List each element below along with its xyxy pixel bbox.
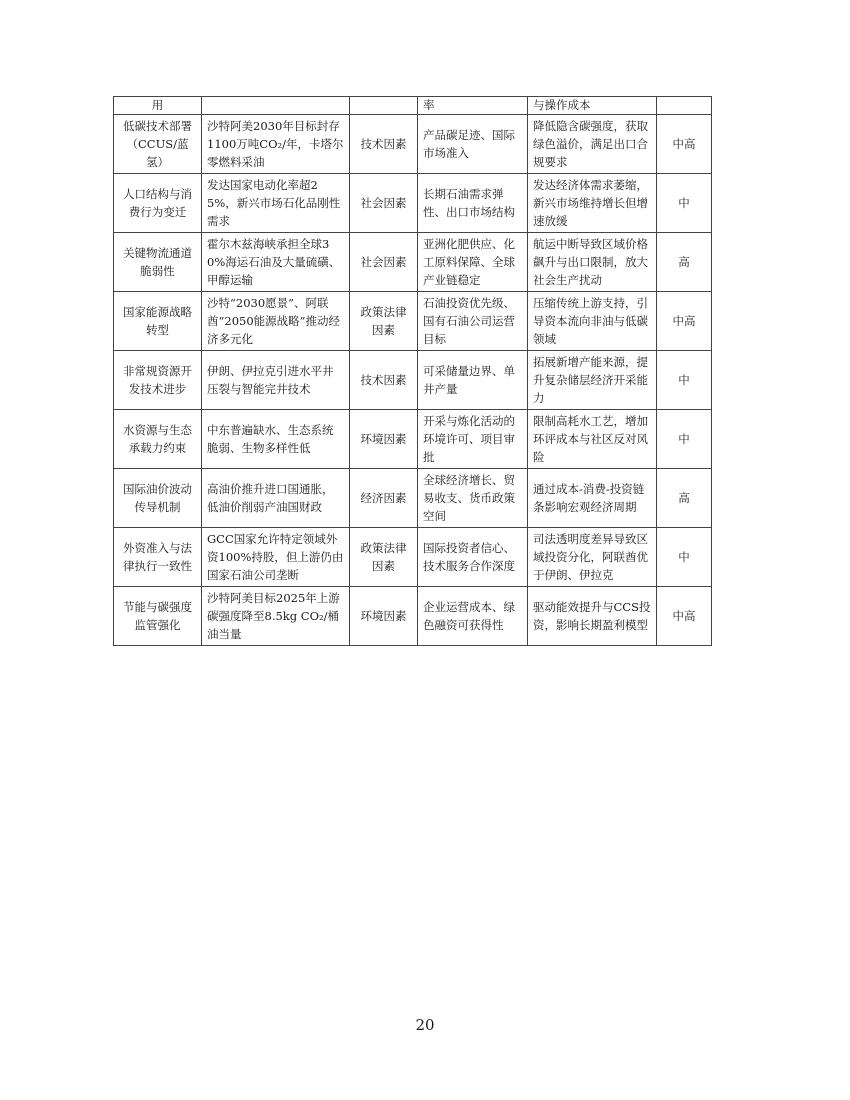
table-cell: [350, 97, 418, 115]
affected-area-cell: 产品碳足迹、国际市场准入: [418, 115, 528, 174]
table-cell: [657, 97, 712, 115]
factor-name-cell: 非常规资源开发技术进步: [114, 351, 202, 410]
affected-area-cell: 开采与炼化活动的环境许可、项目审批: [418, 410, 528, 469]
risk-factor-table: [113, 96, 712, 646]
table-cell: 用: [114, 97, 202, 115]
category-cell: 经济因素: [350, 469, 418, 528]
table-row: [114, 351, 712, 410]
level-cell: 中: [657, 351, 712, 410]
evidence-cell: 沙特阿美目标2025年上游碳强度降至8.5kg CO₂/桶油当量: [202, 587, 350, 646]
table-row: [114, 115, 712, 174]
affected-area-cell: 亚洲化肥供应、化工原料保障、全球产业链稳定: [418, 233, 528, 292]
table-row: [114, 410, 712, 469]
level-cell: 中: [657, 410, 712, 469]
evidence-cell: 沙特“2030愿景”、阿联酋“2050能源战略”推动经济多元化: [202, 292, 350, 351]
impact-cell: 发达经济体需求萎缩，新兴市场维持增长但增速放缓: [528, 174, 657, 233]
table-row: [114, 469, 712, 528]
factor-name-cell: 国家能源战略转型: [114, 292, 202, 351]
impact-cell: 压缩传统上游支持，引导资本流向非油与低碳领域: [528, 292, 657, 351]
table-cell: 率: [418, 97, 528, 115]
affected-area-cell: 国际投资者信心、技术服务合作深度: [418, 528, 528, 587]
impact-cell: 拓展新增产能来源，提升复杂储层经济开采能力: [528, 351, 657, 410]
evidence-cell: 中东普遍缺水、生态系统脆弱、生物多样性低: [202, 410, 350, 469]
table-row: [114, 97, 712, 115]
page-number: 20: [415, 1016, 435, 1034]
category-cell: 技术因素: [350, 115, 418, 174]
category-cell: 环境因素: [350, 587, 418, 646]
level-cell: 中高: [657, 115, 712, 174]
level-cell: 高: [657, 469, 712, 528]
factor-name-cell: 低碳技术部署（CCUS/蓝氢）: [114, 115, 202, 174]
impact-cell: 司法透明度差异导致区域投资分化，阿联酋优于伊朗、伊拉克: [528, 528, 657, 587]
table-row: [114, 528, 712, 587]
evidence-cell: 沙特阿美2030年目标封存1100万吨CO₂/年，卡塔尔零燃料采油: [202, 115, 350, 174]
factor-name-cell: 关键物流通道脆弱性: [114, 233, 202, 292]
category-cell: 社会因素: [350, 174, 418, 233]
affected-area-cell: 全球经济增长、贸易收支、货币政策空间: [418, 469, 528, 528]
category-cell: 环境因素: [350, 410, 418, 469]
table-row: [114, 233, 712, 292]
evidence-cell: 霍尔木兹海峡承担全球30%海运石油及大量硫磺、甲醇运输: [202, 233, 350, 292]
factor-name-cell: 人口结构与消费行为变迁: [114, 174, 202, 233]
evidence-cell: 高油价推升进口国通胀，低油价削弱产油国财政: [202, 469, 350, 528]
affected-area-cell: 企业运营成本、绿色融资可获得性: [418, 587, 528, 646]
level-cell: 中高: [657, 292, 712, 351]
category-cell: 技术因素: [350, 351, 418, 410]
level-cell: 中高: [657, 587, 712, 646]
factor-name-cell: 水资源与生态承载力约束: [114, 410, 202, 469]
category-cell: 政策法律因素: [350, 292, 418, 351]
category-cell: 社会因素: [350, 233, 418, 292]
impact-cell: 限制高耗水工艺，增加环评成本与社区反对风险: [528, 410, 657, 469]
factor-name-cell: 国际油价波动传导机制: [114, 469, 202, 528]
category-cell: 政策法律因素: [350, 528, 418, 587]
evidence-cell: 伊朗、伊拉克引进水平井压裂与智能完井技术: [202, 351, 350, 410]
table-cell: [202, 97, 350, 115]
evidence-cell: 发达国家电动化率超25%，新兴市场石化品刚性需求: [202, 174, 350, 233]
affected-area-cell: 可采储量边界、单井产量: [418, 351, 528, 410]
impact-cell: 驱动能效提升与CCS投资，影响长期盈利模型: [528, 587, 657, 646]
affected-area-cell: 长期石油需求弹性、出口市场结构: [418, 174, 528, 233]
level-cell: 高: [657, 233, 712, 292]
impact-cell: 通过成本-消费-投资链条影响宏观经济周期: [528, 469, 657, 528]
impact-cell: 降低隐含碳强度，获取绿色溢价，满足出口合规要求: [528, 115, 657, 174]
level-cell: 中: [657, 528, 712, 587]
table-cell: 与操作成本: [528, 97, 657, 115]
factor-name-cell: 节能与碳强度监管强化: [114, 587, 202, 646]
affected-area-cell: 石油投资优先级、国有石油公司运营目标: [418, 292, 528, 351]
table-row: [114, 587, 712, 646]
factor-name-cell: 外资准入与法律执行一致性: [114, 528, 202, 587]
level-cell: 中: [657, 174, 712, 233]
table-row: [114, 174, 712, 233]
table-row: [114, 292, 712, 351]
impact-cell: 航运中断导致区域价格飙升与出口限制，放大社会生产扰动: [528, 233, 657, 292]
evidence-cell: GCC国家允许特定领域外资100%持股，但上游仍由国家石油公司垄断: [202, 528, 350, 587]
